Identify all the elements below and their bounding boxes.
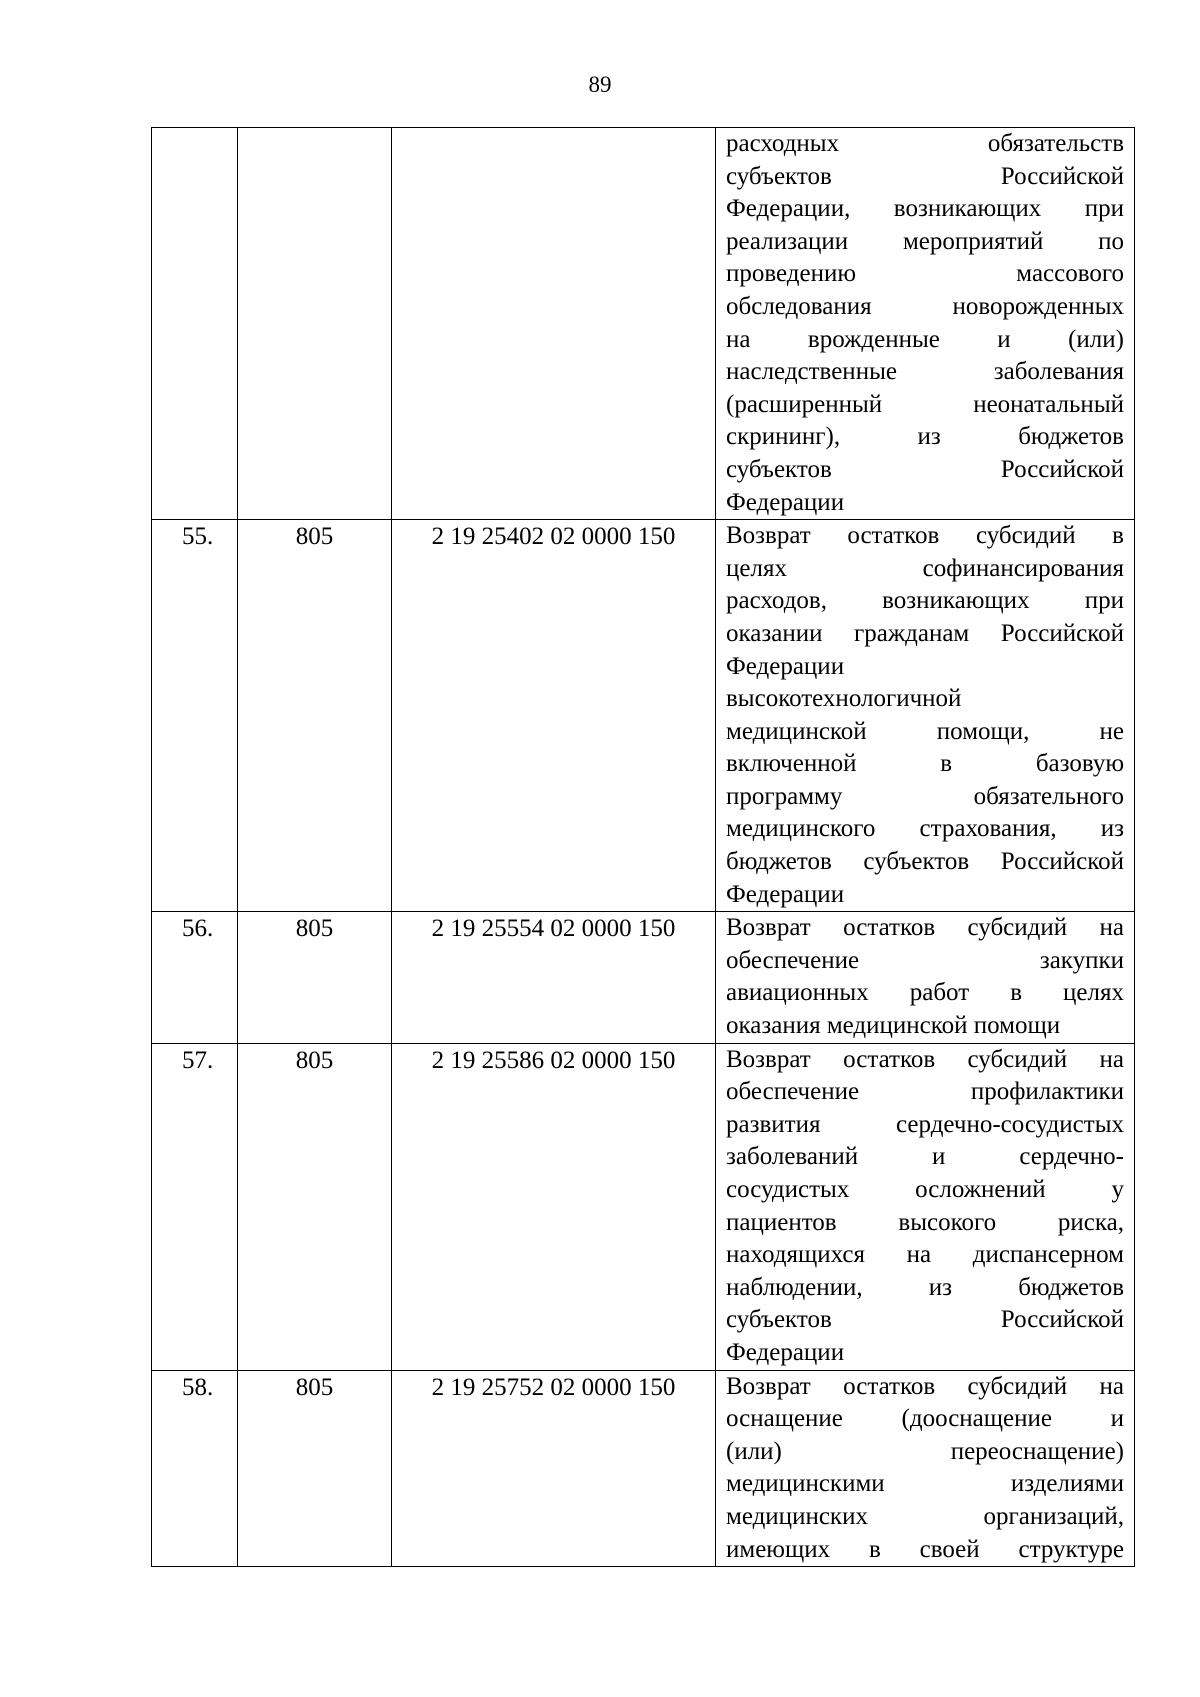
description-line: имеющих в своей структуре	[726, 1535, 1124, 1563]
description-line: Возврат остатков субсидий на	[726, 914, 1124, 942]
admin-code-cell: 805	[238, 912, 392, 1043]
row-number-cell: 58.	[152, 1370, 238, 1567]
description-line: субъектов Российской	[726, 1306, 1124, 1334]
description-line: наследственные заболевания	[726, 358, 1124, 386]
admin-code-cell: 805	[238, 1043, 392, 1370]
description-line: программу обязательного	[726, 782, 1124, 810]
admin-code-cell: 805	[238, 520, 392, 912]
description-cell	[716, 128, 1135, 520]
description-line: оказании гражданам Российской	[726, 619, 1124, 647]
description-line: Возврат остатков субсидий в	[726, 522, 1124, 550]
description-line: скрининг), из бюджетов	[726, 423, 1124, 451]
description-line: оснащение (дооснащение и	[726, 1405, 1124, 1433]
revenue-codes-table	[151, 127, 1135, 1567]
admin-code-cell: 805	[238, 1370, 392, 1567]
table-row	[152, 1043, 1135, 1370]
table-row	[152, 1370, 1135, 1567]
revenue-code-cell: 2 19 25402 02 0000 150	[392, 520, 716, 912]
description-line: (расширенный неонатальный	[726, 390, 1124, 418]
table-row	[152, 520, 1135, 912]
description-line: обеспечение закупки	[726, 946, 1124, 974]
description-line: Возврат остатков субсидий на	[726, 1045, 1124, 1073]
table-row	[152, 912, 1135, 1043]
description-line: медицинских организаций,	[726, 1502, 1124, 1530]
description-line: на врожденные и (или)	[726, 325, 1124, 353]
description-line: (или) переоснащение)	[726, 1437, 1124, 1465]
description-line: авиационных работ в целях	[726, 979, 1124, 1007]
description-cell	[716, 1043, 1135, 1370]
row-number-cell	[152, 128, 238, 520]
description-line: пациентов высокого риска,	[726, 1208, 1124, 1236]
description-line: Федерации	[726, 488, 845, 516]
revenue-code-cell: 2 19 25586 02 0000 150	[392, 1043, 716, 1370]
description-line: Федерации	[726, 652, 845, 680]
description-line: медицинскими изделиями	[726, 1470, 1124, 1498]
description-line: находящихся на диспансерном	[726, 1241, 1124, 1269]
description-cell	[716, 520, 1135, 912]
row-number-cell: 55.	[152, 520, 238, 912]
description-line: обеспечение профилактики	[726, 1078, 1124, 1106]
row-number-cell: 57.	[152, 1043, 238, 1370]
description-line: расходов, возникающих при	[726, 587, 1124, 615]
description-line: Федерации, возникающих при	[726, 195, 1124, 223]
description-line: высокотехнологичной	[726, 685, 962, 713]
description-line: Возврат остатков субсидий на	[726, 1372, 1124, 1400]
description-line: медицинской помощи, не	[726, 717, 1124, 745]
description-line: включенной в базовую	[726, 750, 1124, 778]
description-line: бюджетов субъектов Российской	[726, 848, 1124, 876]
table-row	[152, 128, 1135, 520]
description-line: субъектов Российской	[726, 455, 1124, 483]
description-line: заболеваний и сердечно-	[726, 1143, 1124, 1171]
revenue-code-cell: 2 19 25554 02 0000 150	[392, 912, 716, 1043]
admin-code-cell	[238, 128, 392, 520]
description-line: расходных обязательств	[726, 130, 1124, 157]
description-line: медицинского страхования, из	[726, 815, 1124, 843]
page-number: 89	[588, 72, 612, 97]
description-line: проведению массового	[726, 260, 1124, 288]
description-line: оказания медицинской помощи	[726, 1012, 1061, 1040]
description-line: развития сердечно-сосудистых	[726, 1110, 1124, 1138]
description-line: сосудистых осложнений у	[726, 1176, 1124, 1203]
description-line: Федерации	[726, 880, 845, 908]
description-line: субъектов Российской	[726, 162, 1124, 190]
revenue-code-cell	[392, 128, 716, 520]
table-body	[152, 128, 1135, 1567]
description-line: наблюдении, из бюджетов	[726, 1273, 1124, 1301]
description-cell	[716, 912, 1135, 1043]
description-line: реализации мероприятий по	[726, 227, 1124, 255]
row-number-cell: 56.	[152, 912, 238, 1043]
description-line: Федерации	[726, 1338, 845, 1366]
description-cell	[716, 1370, 1135, 1567]
description-line: обследования новорожденных	[726, 292, 1124, 320]
revenue-code-cell: 2 19 25752 02 0000 150	[392, 1370, 716, 1567]
description-line: целях софинансирования	[726, 554, 1124, 582]
